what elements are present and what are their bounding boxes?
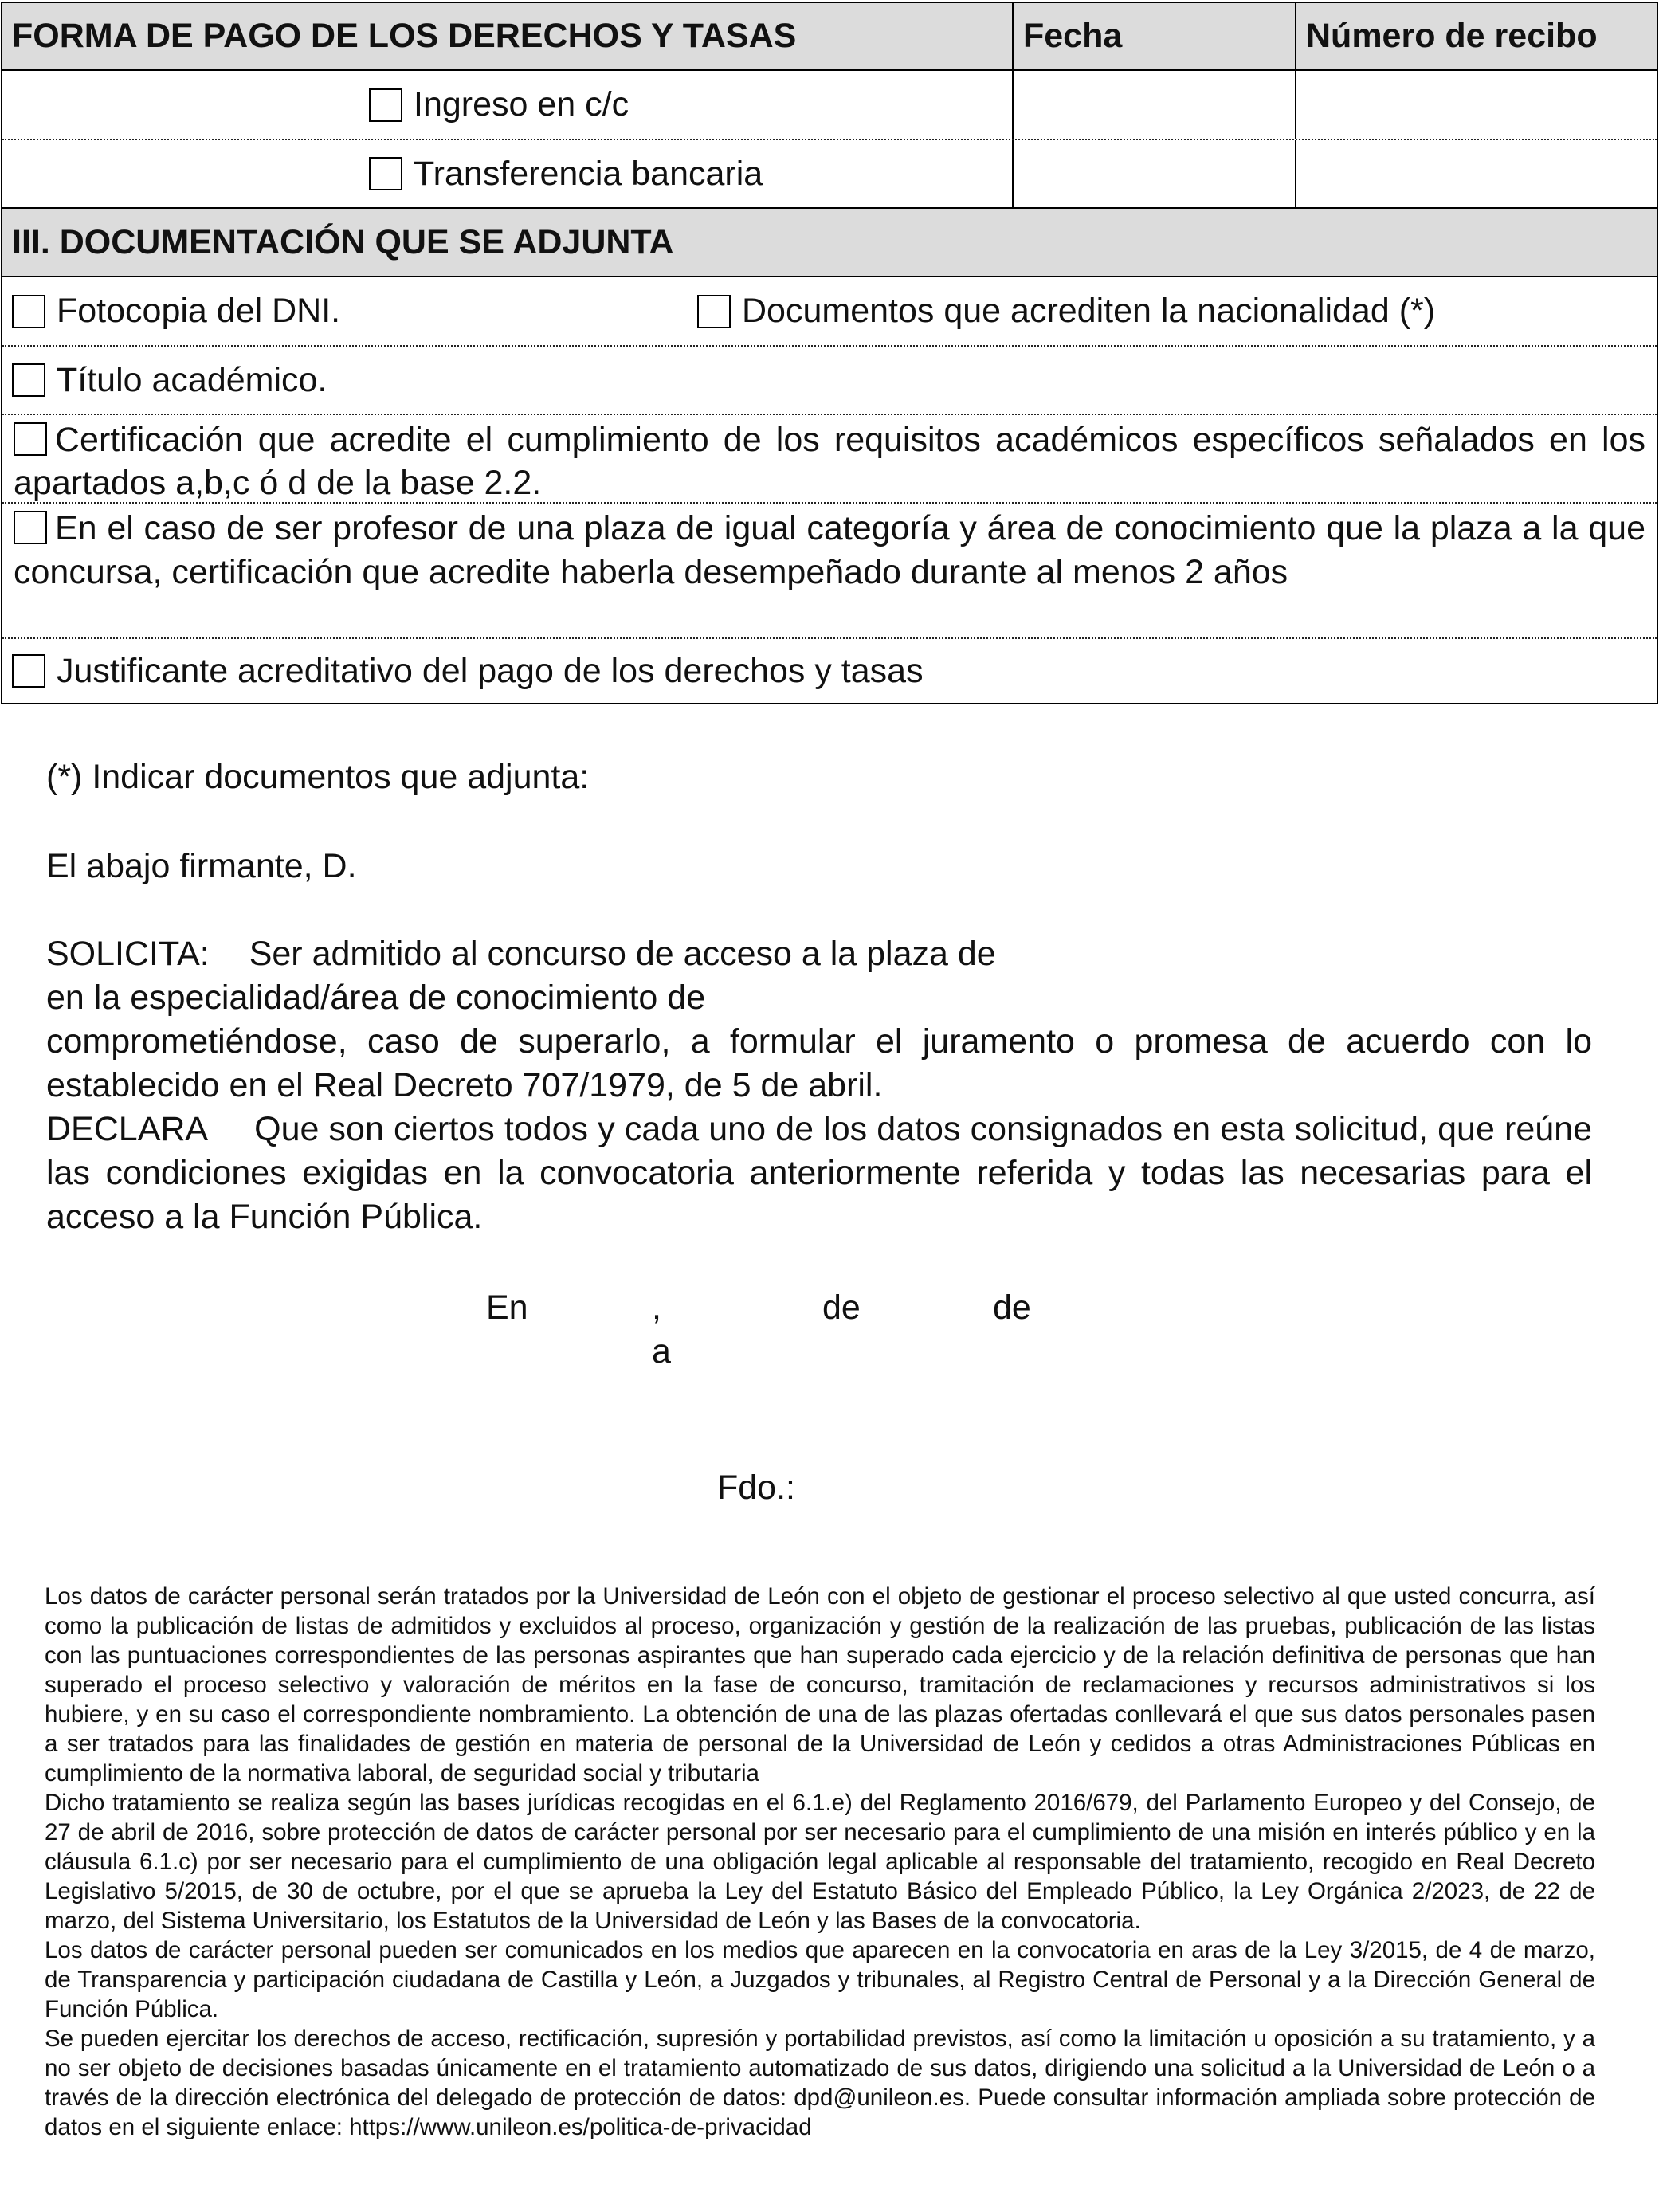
payment-proof-label: Justificante acreditativo del pago de los derechos y tasas: [57, 651, 924, 690]
transfer-label: Transferencia bancaria: [414, 154, 763, 193]
document-row: [2, 504, 1657, 639]
transfer-checkbox[interactable]: [369, 157, 402, 190]
commitment-text: comprometiéndose, caso de superarlo, a formular el juramento o promesa de acuerdo con lo establecido en el Real Decreto 707/1979, de 5 de abril.: [46, 1022, 1592, 1104]
documents-header-row: [2, 209, 1657, 277]
transfer-date-field[interactable]: [1014, 140, 1296, 207]
signature-label: Fdo.:: [717, 1469, 795, 1507]
date-a: , a: [652, 1288, 671, 1371]
privacy-notice: [45, 1582, 1595, 2142]
payment-method-header: FORMA DE PAGO DE LOS DERECHOS Y TASAS: [2, 3, 1014, 69]
declara-text: Que son ciertos todos y cada uno de los datos consignados en esta solicitud, que reúne las condiciones exigidas en la convocatoria anteriormente referida y todas las necesarias para el acceso a la Función Pública.: [46, 1110, 1592, 1236]
documents-header: III. DOCUMENTACIÓN QUE SE ADJUNTA: [12, 222, 674, 261]
deposit-date-field[interactable]: [1014, 71, 1296, 139]
dni-checkbox[interactable]: [12, 295, 45, 328]
deposit-receipt-field[interactable]: [1296, 71, 1657, 139]
deposit-checkbox[interactable]: [369, 88, 402, 122]
nationality-label: Documentos que acrediten la nacionalidad (*): [742, 292, 1436, 330]
solicita-label: SOLICITA:: [46, 935, 210, 973]
document-row: [2, 277, 1657, 347]
certification-label: Certificación que acredite el cumplimiento de los requisitos académicos específicos señalados en los apartados a,b,c ó d de la base 2.2.: [14, 421, 1645, 502]
declara-label: DECLARA: [46, 1110, 209, 1148]
privacy-paragraph: Se pueden ejercitar los derechos de acceso, rectificación, supresión y portabilidad previstos, así como la limitación u oposición a su tratamiento, y a no ser objeto de decisiones basadas únicamente en el tratamiento automatizado de sus datos, dirigiendo una solicitud a la Universidad de León o a través de la dirección electrónica del delegado de protección de datos: dpd@unileon.es. Puede consultar información ampliada sobre protección de datos en el siguiente enlace: https://www.unileon.es/politica-de-privacidad: [45, 2026, 1595, 2140]
payment-proof-checkbox[interactable]: [12, 654, 45, 688]
date-en: En: [486, 1288, 528, 1327]
payment-header-row: [2, 3, 1657, 71]
date-de-month: de: [822, 1288, 861, 1327]
form-table: [1, 2, 1658, 704]
privacy-paragraph: Los datos de carácter personal pueden ser comunicados en los medios que aparecen en la convocatoria en aras de la Ley 3/2015, de 4 de marzo, de Transparencia y participación ciudadana de Castilla y León, a Juzgados y tribunales, al Registro Central de Personal y a la Dirección General de Función Pública.: [45, 1937, 1595, 2022]
nationality-checkbox[interactable]: [697, 295, 731, 328]
date-de-year: de: [993, 1288, 1031, 1327]
solicita-text: Ser admitido al concurso de acceso a la plaza de: [249, 935, 996, 973]
deposit-label: Ingreso en c/c: [414, 85, 629, 124]
receipt-number-header: Número de recibo: [1306, 17, 1598, 55]
document-row: [2, 347, 1657, 415]
date-header: Fecha: [1014, 3, 1296, 69]
dni-label: Fotocopia del DNI.: [57, 292, 341, 330]
payment-option-row: [2, 140, 1657, 209]
payment-option-row: [2, 71, 1657, 140]
signer-line: El abajo firmante, D.: [46, 847, 357, 885]
request-block: [46, 932, 1592, 1239]
specialty-line: en la especialidad/área de conocimiento de: [46, 979, 706, 1017]
professor-label: En el caso de ser profesor de una plaza de igual categoría y área de conocimiento que la plaza a la que concursa, certificación que acredite haberla desempeñado durante al menos 2 años: [14, 509, 1645, 591]
attached-documents-note: (*) Indicar documentos que adjunta:: [46, 758, 590, 796]
professor-checkbox[interactable]: [14, 511, 47, 544]
transfer-receipt-field[interactable]: [1296, 140, 1657, 207]
academic-title-checkbox[interactable]: [12, 363, 45, 397]
academic-title-label: Título académico.: [57, 360, 327, 399]
privacy-paragraph: Dicho tratamiento se realiza según las bases jurídicas recogidas en el 6.1.e) del Reglamento 2016/679, del Parlamento Europeo y del Consejo, de 27 de abril de 2016, sobre protección de datos de carácter personal por ser necesario para el cumplimiento de una misión en interés público y en la cláusula 6.1.c) por ser necesario para el cumplimiento de una obligación legal aplicable al responsable del tratamiento, recogido en Real Decreto Legislativo 5/2015, de 30 de octubre, por el que se aprueba la Ley del Estatuto Básico del Empleado Público, la Ley Orgánica 2/2023, de 22 de marzo, del Sistema Universitario, los Estatutos de la Universidad de León y las Bases de la convocatoria.: [45, 1790, 1595, 1934]
certification-checkbox[interactable]: [14, 422, 47, 456]
document-row: [2, 415, 1657, 504]
privacy-paragraph: Los datos de carácter personal serán tratados por la Universidad de León con el objeto de gestionar el proceso selectivo al que usted concurra, así como la publicación de listas de admitidos y excluidos al proceso, organización y gestión de la realización de las pruebas, publicación de las listas con las puntuaciones correspondientes de las personas aspirantes que han superado cada ejercicio y de la relación definitiva de personas que han superado el proceso selectivo y valoración de méritos en la fase de concurso, tramitación de reclamaciones y recursos administrativos si los hubiere, y en su caso el correspondiente nombramiento. La obtención de una de las plazas ofertadas conllevará el que sus datos personales pasen a ser tratados para las finalidades de gestión en materia de personal de la Universidad de León y cedidos a otras Administraciones Públicas en cumplimiento de la normativa laboral, de seguridad social y tributaria: [45, 1583, 1595, 1786]
document-row: [2, 639, 1657, 703]
